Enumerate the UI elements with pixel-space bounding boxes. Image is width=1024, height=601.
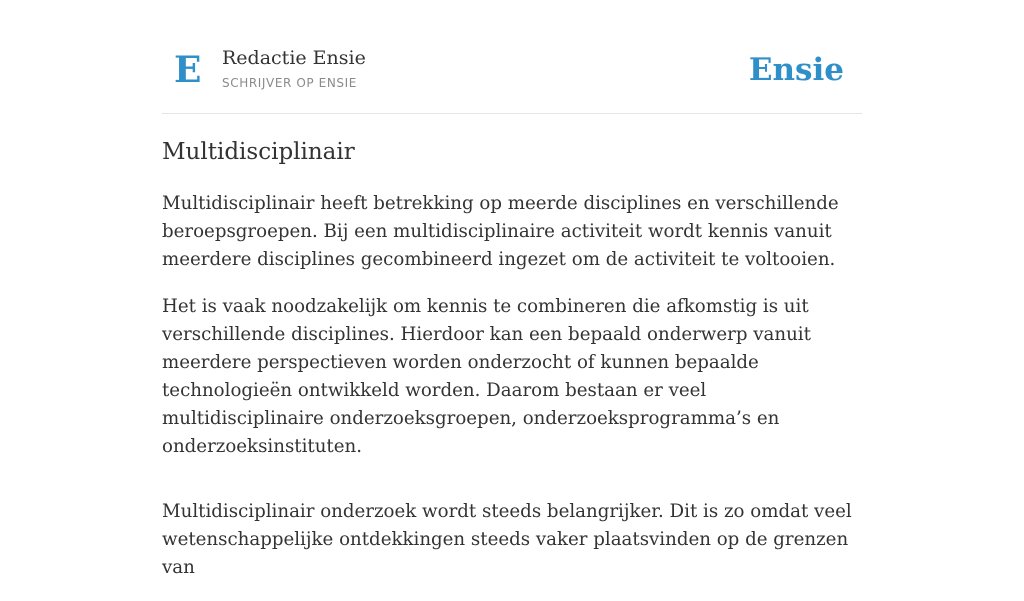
article-header: [162, 0, 862, 114]
article-title: Multidisciplinair: [162, 139, 355, 165]
article-paragraph: Multidisciplinair onderzoek wordt steeds belangrijker. Dit is zo omdat veel wetenschappelijke ontdekkingen steeds vaker plaatsvinden op de grenzen van: [162, 501, 852, 578]
author-avatar-logo[interactable]: E: [174, 49, 202, 91]
author-role: SCHRIJVER OP ENSIE: [222, 76, 357, 90]
article-paragraph: Het is vaak noodzakelijk om kennis te combineren die afkomstig is uit verschillende disciplines. Hierdoor kan een bepaald onderwerp vanuit meerdere perspectieven worden onderzocht of kunnen bepaalde technologieën ontwikkeld worden. Daarom bestaan er veel multidisciplinaire onderzoeksgroepen, onderzoeksprogramma’s en onderzoeksinstituten.: [162, 296, 811, 457]
article-body: [162, 190, 862, 601]
article-paragraph: Multidisciplinair heeft betrekking op meerde disciplines en verschillende beroepsgroepen. Bij een multidisciplinaire activiteit wordt kennis vanuit meerdere disciplines gecombineerd ingezet om de activiteit te voltooien.: [162, 193, 839, 270]
author-name[interactable]: Redactie Ensie: [222, 47, 366, 69]
article-page: [162, 0, 862, 578]
site-logo[interactable]: Ensie: [748, 52, 844, 88]
